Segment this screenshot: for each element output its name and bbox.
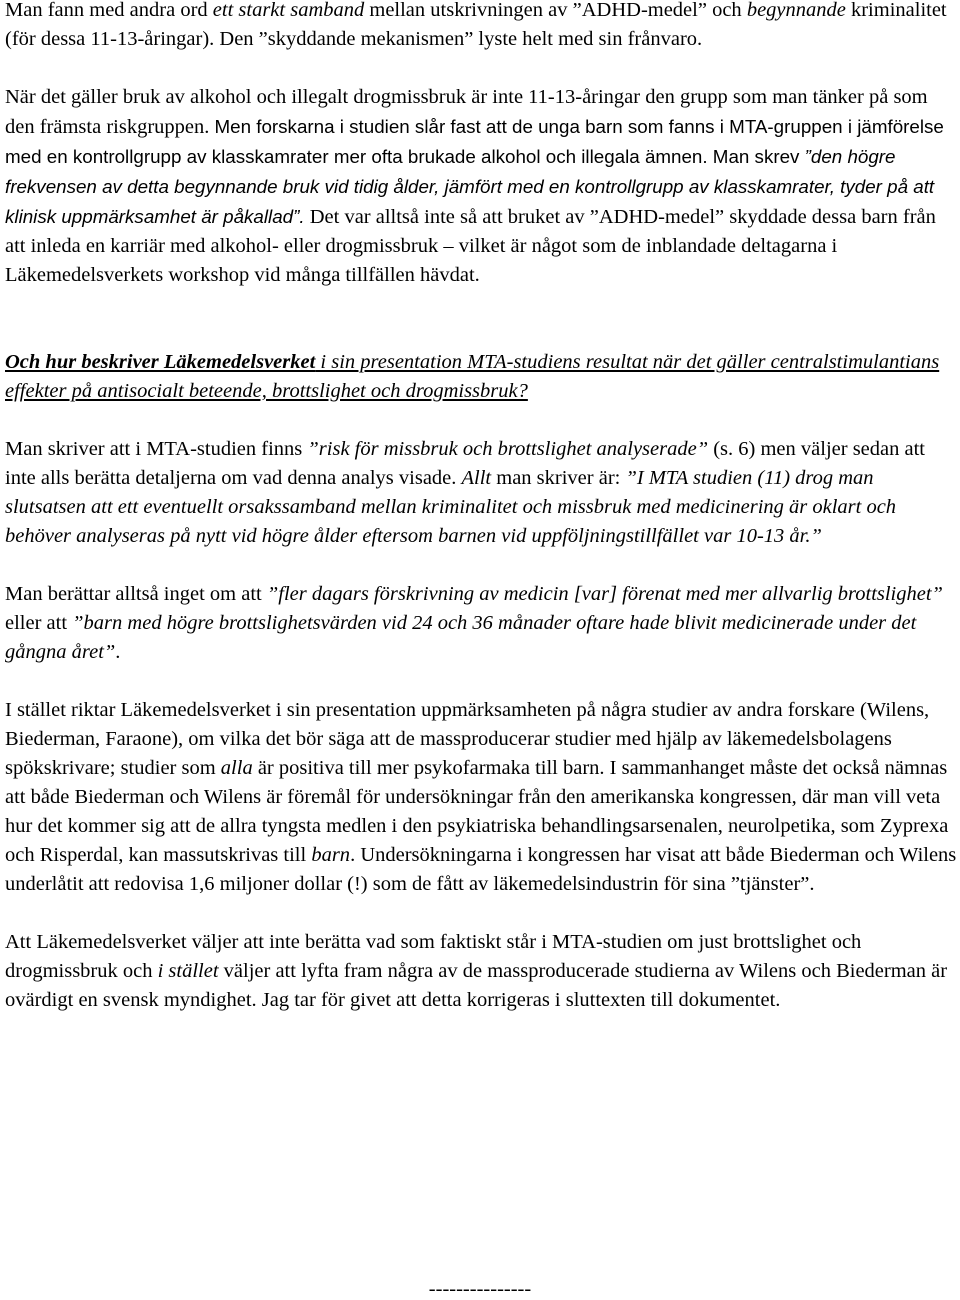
italic-run: ett starkt samband <box>212 0 365 21</box>
paragraph-6 <box>5 696 957 899</box>
paragraph-2 <box>5 83 957 290</box>
quote-run: ”barn med högre brottslighetsvärden vid 24 och 36 månader oftare hade blivit medicinerade under det gångna året” <box>5 612 917 663</box>
text-run: Det var alltså inte så att bruket av ”ADHD-medel” skyddade dessa barn från att inleda en karriär med alkohol- eller drogmissbruk – vilket är något som de inblandade deltagarna i Läkemedelsverkets workshop vid många tillfällen hävdat. <box>5 206 936 286</box>
quote-run: ”risk för missbruk och brottslighet analyserade” <box>307 438 709 460</box>
text-run: Man skriver att i MTA-studien finns <box>5 438 308 460</box>
question-body: i sin presentation MTA-studiens resultat när det gäller centralstimulantians effekter på antisocialt beteende, brottslighet och drogmissbruk? <box>5 351 940 402</box>
text-run: Man berättar alltså inget om att <box>5 583 267 605</box>
text-run: Men forskarna i studien slår fast att de unga barn som fanns i MTA-gruppen i jämförelse med en kontrollgrupp av klasskamrater mer ofta brukade alkohol och illegala ämnen. Man skrev <box>5 116 944 167</box>
paragraph-1 <box>5 0 957 54</box>
question-lead: Och hur beskriver Läkemedelsverket <box>5 351 316 373</box>
section-divider: --------------- <box>428 1278 532 1300</box>
text-run: (s. 6) men väljer sedan att inte alls berätta detaljerna om vad denna analys visade. <box>5 438 925 489</box>
quote-run: ”fler dagars förskrivning av medicin [var] förenat med mer allvarlig brottslighet” <box>266 583 943 605</box>
paragraph-5 <box>5 580 957 667</box>
italic-run: barn <box>311 844 351 866</box>
text-run: mellan utskrivningen av ”ADHD-medel” och <box>364 0 747 21</box>
text-run: kriminalitet (för dessa 11-13-åringar). Den ”skyddande mekanismen” lyste helt med sin frånvaro. <box>5 0 947 50</box>
paragraph-4 <box>5 435 957 551</box>
text-run: är positiva till mer psykofarmaka till barn. I sammanhanget måste det också nämnas att både Biederman och Wilens är föremål för undersökningar från den amerikanska kongressen, där man vill veta hur det kommer sig att de allra tyngsta medlen i den psykiatriska behandlingsarsenalen, neurolpetika, som Zyprexa och Risperdal, kan massutskrivas till <box>5 757 949 866</box>
text-run: . Undersökningarna i kongressen har visat att både Biederman och Wilens underlåtit att redovisa 1,6 miljoner dollar (!) som de fått av läkemedelsindustrin för sina ”tjänster”. <box>5 844 957 895</box>
text-run: Att Läkemedelsverket väljer att inte berätta vad som faktiskt står i MTA-studien om just brottslighet och drogmissbruk och <box>5 931 862 982</box>
text-run: eller att <box>5 612 73 634</box>
text-run: Man fann med andra ord <box>5 0 213 21</box>
text-run: . <box>115 641 121 663</box>
italic-run: i stället <box>157 960 219 982</box>
italic-run: Allt <box>461 467 492 489</box>
section-question <box>5 348 957 406</box>
text-run: man skriver är: <box>491 467 626 489</box>
quote-run: ”I MTA studien (11) drog man slutsatsen att ett eventuellt orsakssamband mellan kriminalitet och missbruk med medicinering är oklart och behöver analyseras på nytt vid högre ålder eftersom barnen vid uppföljningstillfället var 10-13 år.” <box>5 467 897 547</box>
paragraph-7 <box>5 928 957 1015</box>
italic-run: alla <box>220 757 253 779</box>
document-page <box>5 0 957 1044</box>
text-run: I stället riktar Läkemedelsverket i sin presentation uppmärksamheten på några studier av andra forskare (Wilens, Biederman, Faraone), om vilka det bör säga att de massproducerar studier med hjälp av läkemedelsbolagens spökskrivare; studier som <box>5 699 930 779</box>
quote-run: ”den högre frekvensen av detta begynnande bruk vid tidig ålder, jämfört med en kontrollgrupp av klasskamrater, tyder på att klinisk uppmärksamhet är påkallad”. <box>5 146 935 227</box>
text-run: När det gäller bruk av alkohol och illegalt drogmissbruk är inte 11-13-åringar den grupp som man tänker på som den främsta riskgruppen. <box>5 86 928 138</box>
text-run: väljer att lyfta fram några av de massproducerade studierna av Wilens och Biederman är ovärdigt en svensk myndighet. Jag tar för givet att detta korrigeras i sluttexten till dokumentet. <box>5 960 948 1011</box>
italic-run: begynnande <box>746 0 846 21</box>
